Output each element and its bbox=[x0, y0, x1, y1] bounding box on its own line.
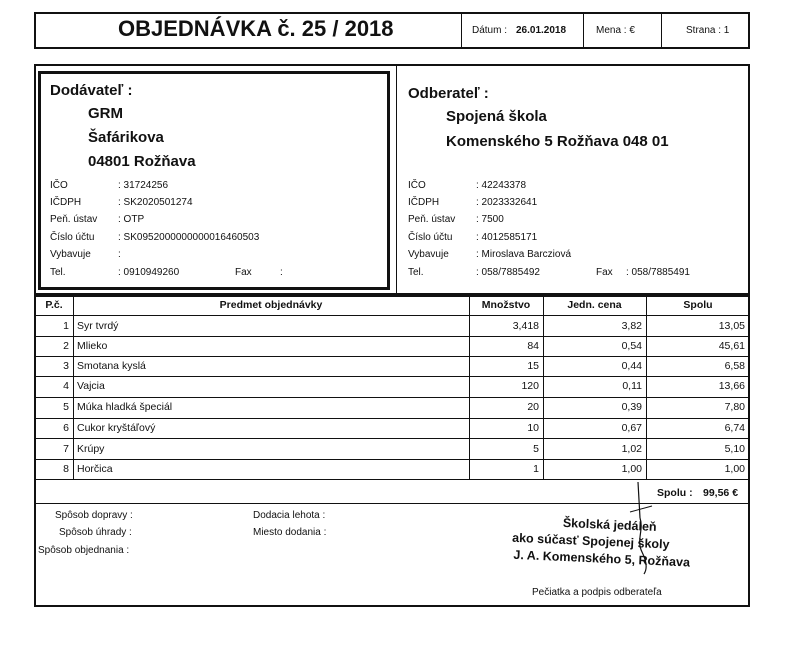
supplier-field-label: Peň. ústav bbox=[50, 214, 98, 225]
customer-field-label: Číslo účtu bbox=[408, 232, 453, 243]
row-unit-price: 0,44 bbox=[621, 360, 642, 372]
payment-method: Spôsob úhrady : bbox=[59, 527, 132, 538]
customer-field-value: : 7500 bbox=[476, 214, 504, 225]
supplier-field-value: : OTP bbox=[118, 214, 145, 225]
row-no: 2 bbox=[63, 340, 69, 352]
row-item: Smotana kyslá bbox=[77, 360, 146, 372]
row-unit-price: 3,82 bbox=[621, 320, 642, 332]
customer-fax-value: : 058/7885491 bbox=[626, 267, 690, 278]
date-value: 26.01.2018 bbox=[516, 25, 567, 36]
row-unit-price: 1,02 bbox=[621, 443, 642, 455]
supplier-fax-label: Fax bbox=[235, 267, 252, 278]
row-total: 1,00 bbox=[724, 463, 745, 475]
customer-field-label: Peň. ústav bbox=[408, 214, 456, 225]
row-unit-price: 0,54 bbox=[621, 340, 642, 352]
currency: Mena : € bbox=[596, 25, 635, 36]
col-header-total: Spolu bbox=[683, 299, 713, 311]
row-item: Syr tvrdý bbox=[77, 320, 119, 332]
row-line bbox=[35, 459, 749, 460]
supplier-fax-value: : bbox=[280, 267, 283, 278]
customer-field-label: IČDPH bbox=[408, 197, 440, 208]
stamp-line: Školská jedáleň bbox=[562, 515, 657, 535]
supplier-field-value: : SK0952000000000016460503 bbox=[118, 232, 260, 243]
row-line bbox=[35, 397, 749, 398]
supplier-field-label: IČDPH bbox=[50, 197, 82, 208]
header-divider bbox=[461, 13, 462, 48]
row-no: 7 bbox=[63, 443, 69, 455]
supplier-field-value: : SK2020501274 bbox=[118, 197, 193, 208]
row-item: Cukor kryštáľový bbox=[77, 422, 156, 434]
supplier-city: 04801 Rožňava bbox=[88, 153, 196, 170]
row-total: 45,61 bbox=[718, 340, 745, 352]
col-header-no: P.č. bbox=[45, 299, 63, 311]
row-qty: 10 bbox=[527, 422, 539, 434]
row-line bbox=[35, 336, 749, 337]
row-total: 6,74 bbox=[724, 422, 745, 434]
supplier-field-label: IČO bbox=[50, 180, 68, 191]
row-qty: 3,418 bbox=[512, 320, 539, 332]
row-qty: 20 bbox=[527, 401, 539, 413]
signature bbox=[600, 478, 680, 578]
row-total: 5,10 bbox=[724, 443, 745, 455]
supplier-field-value: : 31724256 bbox=[118, 180, 169, 191]
row-line bbox=[35, 418, 749, 419]
signature-label: Pečiatka a podpis odberateľa bbox=[532, 587, 662, 598]
delivery-place: Miesto dodania : bbox=[253, 527, 327, 538]
row-item: Horčica bbox=[77, 463, 113, 475]
row-no: 4 bbox=[63, 380, 69, 392]
row-total: 6,58 bbox=[724, 360, 745, 372]
customer-field-label: Tel. bbox=[408, 267, 424, 278]
row-total: 13,05 bbox=[718, 320, 745, 332]
row-item: Vajcia bbox=[77, 380, 105, 392]
supplier-field-value: : 0910949260 bbox=[118, 267, 180, 278]
row-item: Krúpy bbox=[77, 443, 105, 455]
row-line bbox=[35, 356, 749, 357]
row-line bbox=[35, 438, 749, 439]
customer-field-value: : 4012585171 bbox=[476, 232, 538, 243]
ordering-method: Spôsob objednania : bbox=[38, 545, 130, 556]
document-title: OBJEDNÁVKA č. 25 / 2018 bbox=[118, 16, 394, 41]
customer-field-value: : 058/7885492 bbox=[476, 267, 540, 278]
row-qty: 120 bbox=[521, 380, 539, 392]
customer-address: Komenského 5 Rožňava 048 01 bbox=[446, 133, 669, 150]
header-divider bbox=[661, 13, 662, 48]
row-no: 1 bbox=[63, 320, 69, 332]
customer-field-value: : Miroslava Barcziová bbox=[476, 249, 572, 260]
supplier-name: GRM bbox=[88, 105, 123, 122]
col-header-unit-price: Jedn. cena bbox=[567, 299, 622, 311]
supplier-street: Šafárikova bbox=[88, 129, 164, 146]
supplier-heading: Dodávateľ : bbox=[50, 82, 133, 99]
sum-value: 99,56 € bbox=[703, 487, 739, 499]
parties-divider bbox=[396, 65, 397, 294]
row-total: 7,80 bbox=[724, 401, 745, 413]
table-header-line bbox=[35, 315, 749, 316]
customer-field-value: : 42243378 bbox=[476, 180, 527, 191]
customer-field-label: Vybavuje bbox=[408, 249, 449, 260]
delivery-term: Dodacia lehota : bbox=[253, 510, 326, 521]
stamp-line: ako súčasť Spojenej školy bbox=[511, 530, 670, 552]
stamp-line: J. A. Komenského 5, Rožňava bbox=[513, 547, 691, 570]
supplier-field-label: Tel. bbox=[50, 267, 66, 278]
supplier-field-value: : bbox=[118, 249, 121, 260]
date-label: Dátum : bbox=[472, 25, 508, 36]
row-no: 6 bbox=[63, 422, 69, 434]
row-item: Múka hladká špeciál bbox=[77, 401, 173, 413]
row-qty: 1 bbox=[533, 463, 539, 475]
customer-name: Spojená škola bbox=[446, 108, 547, 125]
row-unit-price: 0,67 bbox=[621, 422, 642, 434]
row-unit-price: 0,11 bbox=[622, 380, 642, 392]
row-no: 5 bbox=[63, 401, 69, 413]
header-divider bbox=[583, 13, 584, 48]
supplier-field-label: Vybavuje bbox=[50, 249, 91, 260]
row-no: 3 bbox=[63, 360, 69, 372]
row-qty: 15 bbox=[527, 360, 539, 372]
row-qty: 5 bbox=[533, 443, 539, 455]
customer-field-label: IČO bbox=[408, 180, 426, 191]
sum-label: Spolu : bbox=[657, 487, 693, 499]
customer-heading: Odberateľ : bbox=[408, 85, 489, 102]
row-qty: 84 bbox=[527, 340, 539, 352]
row-line bbox=[35, 376, 749, 377]
transport-method: Spôsob dopravy : bbox=[55, 510, 133, 521]
row-total: 13,66 bbox=[718, 380, 745, 392]
row-no: 8 bbox=[63, 463, 69, 475]
page-number: Strana : 1 bbox=[686, 25, 730, 36]
row-item: Mlieko bbox=[77, 340, 108, 352]
supplier-field-label: Číslo účtu bbox=[50, 232, 95, 243]
col-header-item: Predmet objednávky bbox=[219, 299, 323, 311]
table-col-line bbox=[73, 296, 74, 479]
customer-field-value: : 2023332641 bbox=[476, 197, 538, 208]
customer-fax-label: Fax bbox=[596, 267, 613, 278]
col-header-qty: Množstvo bbox=[481, 299, 531, 311]
row-unit-price: 0,39 bbox=[621, 401, 642, 413]
row-unit-price: 1,00 bbox=[621, 463, 642, 475]
